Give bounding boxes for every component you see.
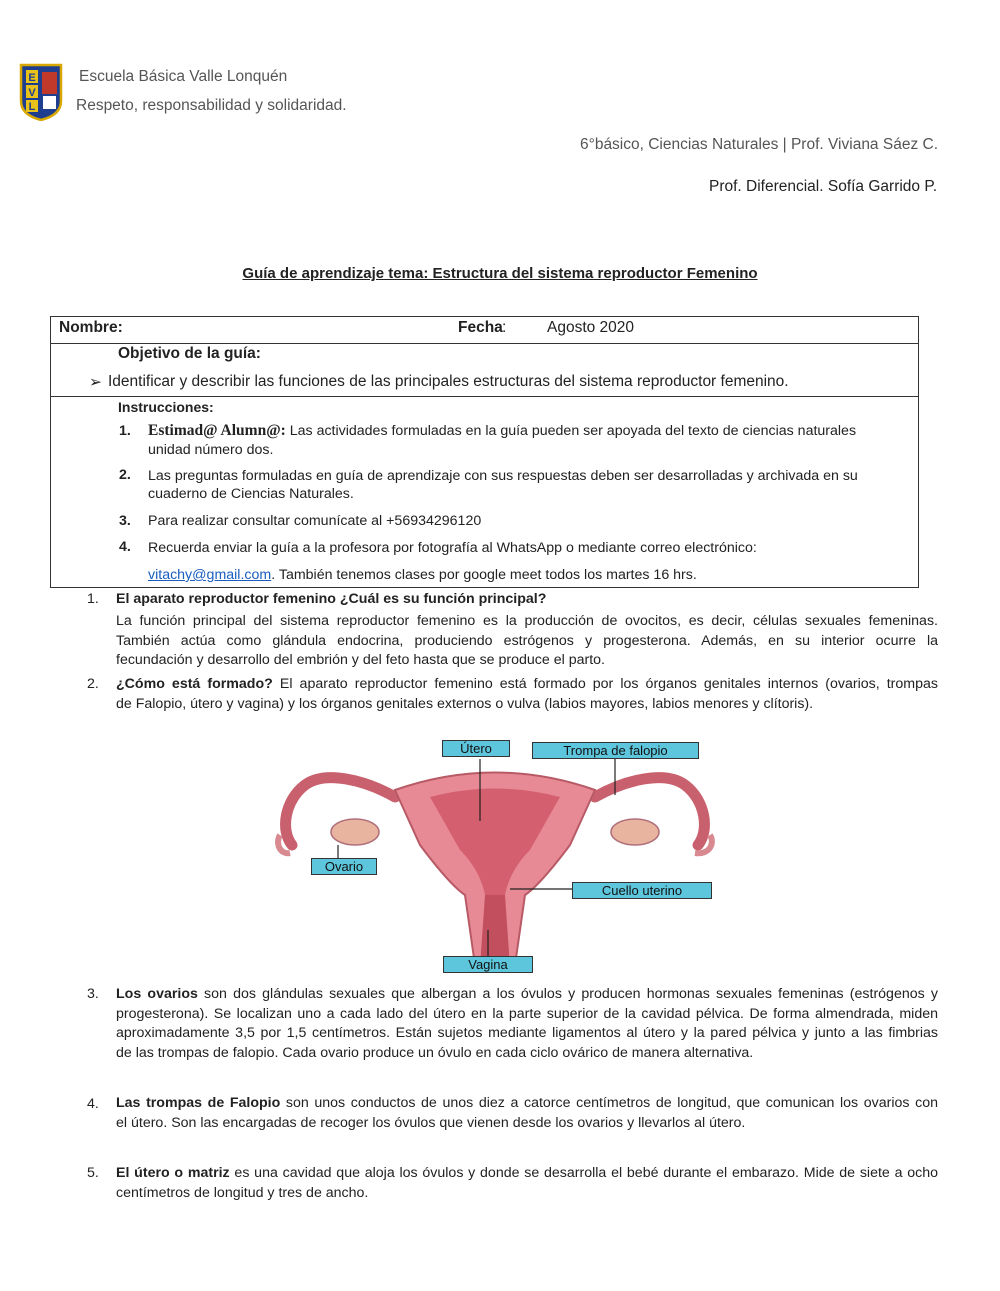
instruction-text: cuaderno de Ciencias Naturales. [148, 486, 354, 502]
paragraph-text: son dos glándulas sexuales que albergan a los óvulos y producen hormonas sexuales femeninas (estrógenos y [197, 986, 938, 1002]
section-paragraph [116, 675, 938, 714]
paragraph-line: fecundación y desarrollo del embrión y del feto hasta que se produce el parto. [116, 652, 605, 668]
section-heading: ¿Cómo está formado? [116, 676, 273, 692]
label-ovario: Ovario [311, 858, 377, 875]
paragraph-line [116, 675, 938, 695]
objective-row [51, 344, 918, 397]
date-colon: : [502, 319, 507, 336]
section-number: 1. [87, 591, 99, 607]
right-ovary [611, 819, 659, 845]
section-number: 3. [87, 986, 99, 1002]
paragraph-line [116, 1164, 938, 1184]
label-vagina: Vagina [443, 956, 533, 973]
student-greeting: Estimad@ Alumn@: [148, 422, 286, 439]
paragraph-text: es una cavidad que aloja los óvulos y donde se desarrolla el bebé durante el embarazo. Mide de siete a ocho [229, 1165, 938, 1181]
paragraph-line: aproximadamente 3,5 por 1,5 centímetros. Están sujetos mediante ligamentos al útero y la pared pélvica y junto a las fimbrias [116, 1025, 938, 1041]
instructions-label: Instrucciones: [118, 399, 214, 415]
section-paragraph [116, 1164, 938, 1203]
paragraph-line [116, 985, 938, 1005]
paragraph-text: El aparato reproductor femenino está formado por los órganos genitales internos (ovarios, trompas [272, 676, 938, 692]
paragraph-line: La función principal del sistema reproductor femenino es la producción de ovocitos, es decir, células sexuales femeninas. [116, 613, 938, 629]
arrow-bullet-icon: ➢ [89, 374, 102, 391]
instruction-number: 1. [119, 423, 131, 439]
section-heading: Las trompas de Falopio [116, 1095, 281, 1111]
objective-text: Identificar y describir las funciones de las principales estructuras del sistema reproductor femenino. [108, 373, 789, 390]
section-paragraph [116, 1094, 938, 1133]
section-heading: El aparato reproductor femenino ¿Cuál es su función principal? [116, 591, 547, 607]
instruction-number: 4. [119, 539, 131, 555]
section-number: 5. [87, 1165, 99, 1181]
paragraph-line: de las trompas de falopio. Cada ovario produce un óvulo en cada ciclo ovárico de manera alternativa. [116, 1044, 754, 1061]
date-value: Agosto 2020 [547, 319, 635, 336]
name-label: Nombre: [59, 319, 123, 336]
reproductive-system-diagram [270, 735, 720, 975]
section-heading: Los ovarios [116, 986, 198, 1002]
paragraph-line: de Falopio, útero y vagina) y los órganos genitales externos o vulva (labios mayores, labios menores y clítoris). [116, 695, 814, 712]
instruction-text: . También tenemos clases por google meet todos los martes 16 hrs. [271, 567, 697, 583]
section-number: 2. [87, 676, 99, 692]
instruction-text: Recuerda enviar la guía a la profesora por fotografía al WhatsApp o mediante correo electrónico: [148, 540, 757, 556]
label-trompa: Trompa de falopio [532, 742, 699, 759]
logo-letter-e: E [28, 72, 36, 84]
paragraph-line [116, 1094, 938, 1114]
school-name: Escuela Básica Valle Lonquén [79, 68, 288, 85]
logo-letter-l: L [28, 101, 36, 113]
paragraph-line: progesterona). Se localizan uno a cada lado del útero en la parte superior de la cavidad pélvica. De forma almendrada, miden [116, 1005, 938, 1022]
guide-info-box [50, 316, 919, 588]
paragraph-line: el útero. Son las encargadas de recoger los óvulos que vienen desde los ovarios y llevarlos al útero. [116, 1114, 746, 1131]
paragraph-line: centímetros de longitud y tres de ancho. [116, 1184, 369, 1201]
label-utero: Útero [442, 740, 510, 757]
instruction-number: 2. [119, 467, 131, 483]
instruction-item [148, 422, 856, 440]
school-motto: Respeto, responsabilidad y solidaridad. [76, 97, 347, 114]
section-heading: El útero o matriz [116, 1165, 230, 1181]
section-number: 4. [87, 1096, 99, 1112]
paragraph-line: También actúa como glándula endocrina, produciendo estrógenos y progesterona. Además, en su interior ocurre la [116, 632, 938, 649]
school-logo-shield [19, 63, 63, 121]
section-paragraph [116, 612, 938, 671]
page-title: Guía de aprendizaje tema: Estructura del sistema reproductor Femenino [242, 265, 758, 282]
name-date-row [51, 317, 918, 344]
course-teacher: 6°básico, Ciencias Naturales | Prof. Viviana Sáez C. [580, 136, 938, 153]
instruction-text: Para realizar consultar comunícate al +56934296120 [148, 513, 482, 529]
instruction-text: Las actividades formuladas en la guía pueden ser apoyada del texto de ciencias naturales [289, 423, 857, 439]
left-ovary [331, 819, 379, 845]
differential-teacher: Prof. Diferencial. Sofía Garrido P. [708, 178, 937, 195]
label-cuello: Cuello uterino [572, 882, 712, 899]
instruction-text: unidad número dos. [148, 442, 274, 458]
instruction-number: 3. [119, 513, 131, 529]
email-link[interactable]: vitachy@gmail.com [148, 567, 272, 583]
instruction-text: Las preguntas formuladas en guía de aprendizaje con sus respuestas deben ser desarrolladas y archivada en su [148, 468, 858, 484]
paragraph-text: son unos conductos de unos diez a catorce centímetros de longitud, que comunican los ovarios con [280, 1095, 938, 1111]
logo-letter-v: V [28, 87, 36, 99]
instruction-item [148, 566, 697, 584]
objective-label: Objetivo de la guía: [118, 345, 261, 362]
date-label: Fecha [458, 319, 503, 336]
section-paragraph [116, 985, 938, 1063]
